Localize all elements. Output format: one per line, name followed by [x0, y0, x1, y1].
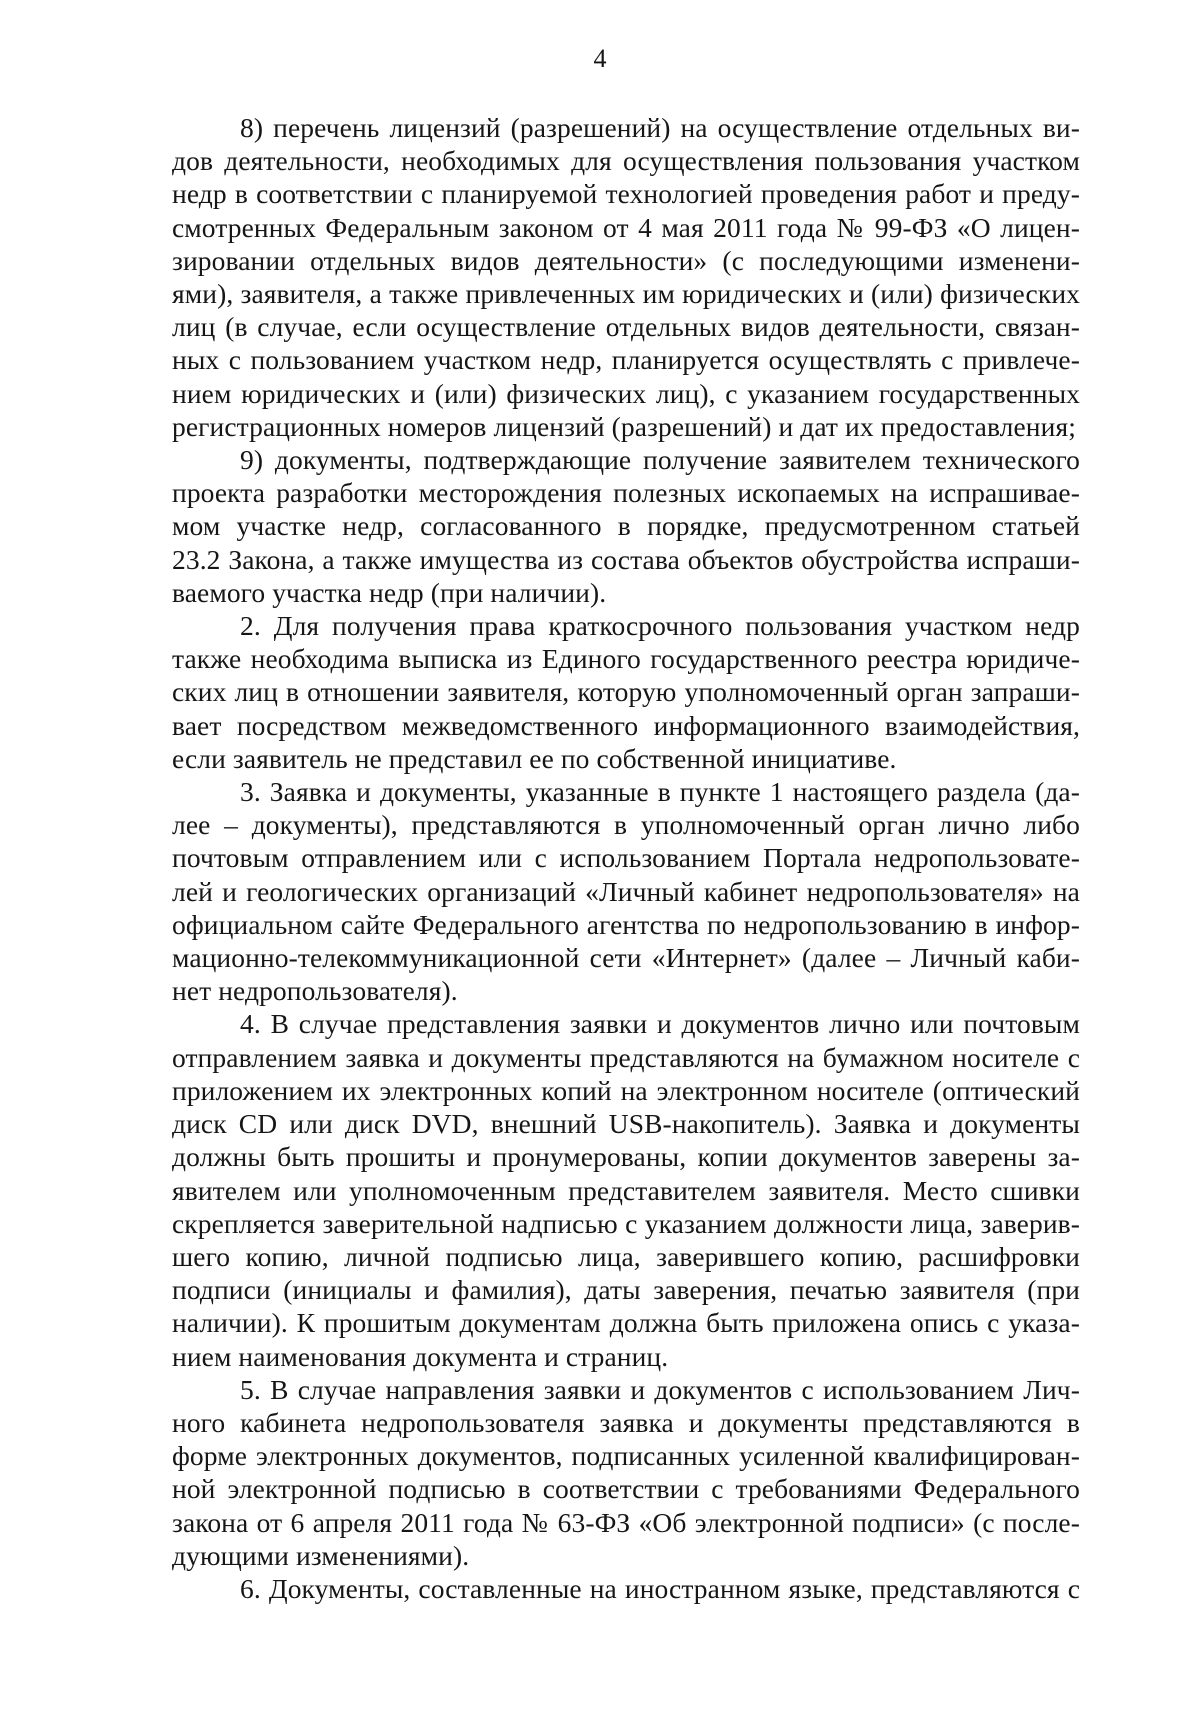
paragraph-line: ваемого участка недр (при наличии).: [172, 576, 607, 608]
paragraph-line: 23.2 Закона, а также имущества из состава объектов обустройства испраши-: [172, 543, 1080, 575]
paragraph-line: смотренных Федеральным законом от 4 мая 2011 года № 99-ФЗ «О лицен-: [172, 211, 1080, 243]
paragraph-line: ного кабинета недропользователя заявка и документы представляются в: [172, 1406, 1080, 1438]
paragraph-line: 4. В случае представления заявки и документов лично или почтовым: [240, 1008, 1080, 1040]
paragraph-line: шего копию, личной подписью лица, заверившего копию, расшифровки: [172, 1240, 1080, 1272]
paragraph-line: проекта разработки месторождения полезных ископаемых на испрашивае-: [172, 477, 1080, 509]
paragraph-line: нием наименования документа и страниц.: [172, 1340, 669, 1372]
paragraph-line: наличии). К прошитым документам должна быть приложена опись с указа-: [172, 1307, 1080, 1339]
paragraph-line: ских лиц в отношении заявителя, которую уполномоченный орган запраши-: [172, 676, 1080, 708]
paragraph-line: дующими изменениями).: [172, 1539, 470, 1571]
paragraph-line: зировании отдельных видов деятельности» (с последующими изменени-: [172, 244, 1080, 276]
paragraph: [172, 609, 1080, 775]
paragraph: [172, 775, 1080, 1007]
paragraph-line: ями), заявителя, а также привлеченных им юридических и (или) физических: [172, 278, 1080, 310]
paragraph-line: 9) документы, подтверждающие получение заявителем технического: [240, 444, 1080, 476]
paragraph-line: вает посредством межведомственного информационного взаимодействия,: [172, 709, 1080, 741]
paragraph-line: 8) перечень лицензий (разрешений) на осуществление отдельных ви-: [240, 112, 1080, 143]
paragraph-line: недр в соответствии с планируемой технологией проведения работ и преду-: [172, 178, 1080, 210]
paragraph-line: явителем или уполномоченным представителем заявителя. Место сшивки: [172, 1174, 1080, 1206]
paragraph-line: мационно-телекоммуникационной сети «Интернет» (далее – Личный каби-: [172, 942, 1080, 974]
paragraph-line: 2. Для получения права краткосрочного пользования участком недр: [240, 610, 1080, 642]
document-body: [172, 111, 1080, 1605]
paragraph-line: 3. Заявка и документы, указанные в пункте 1 настоящего раздела (да-: [240, 776, 1080, 808]
paragraph: [172, 111, 1080, 443]
paragraph-line: ной электронной подписью в соответствии с требованиями Федерального: [172, 1473, 1080, 1505]
paragraph-line: скрепляется заверительной надписью с указанием должности лица, заверив-: [172, 1207, 1080, 1239]
paragraph-line: форме электронных документов, подписанных усиленной квалифицирован-: [172, 1440, 1080, 1472]
paragraph-line: мом участке недр, согласованного в порядке, предусмотренном статьей: [172, 510, 1080, 542]
paragraph-line: нием юридических и (или) физических лиц), с указанием государственных: [172, 377, 1080, 409]
paragraph-line: 5. В случае направления заявки и документов с использованием Лич-: [240, 1373, 1080, 1405]
paragraph-line: лее – документы), представляются в уполномоченный орган лично либо: [172, 809, 1080, 841]
paragraph: [172, 1373, 1080, 1572]
paragraph-line: нет недропользователя).: [172, 975, 458, 1007]
paragraph-line: 6. Документы, составленные на иностранном языке, представляются с: [240, 1572, 1080, 1604]
paragraph-line: лиц (в случае, если осуществление отдельных видов деятельности, связан-: [172, 311, 1080, 343]
paragraph-line: лей и геологических организаций «Личный кабинет недропользователя» на: [172, 875, 1080, 907]
paragraph-line: отправлением заявка и документы представляются на бумажном носителе с: [172, 1041, 1080, 1073]
paragraph-line: дов деятельности, необходимых для осуществления пользования участком: [172, 145, 1080, 177]
paragraph: [172, 1572, 1080, 1605]
paragraph-line: ных с пользованием участком недр, планируется осуществлять с привлече-: [172, 344, 1080, 376]
paragraph-line: почтовым отправлением или с использованием Портала недропользовате-: [172, 842, 1080, 874]
paragraph: [172, 1007, 1080, 1372]
page-number: 4: [593, 44, 607, 73]
paragraph-line: если заявитель не представил ее по собственной инициативе.: [172, 742, 897, 774]
paragraph: [172, 443, 1080, 609]
paragraph-line: официальном сайте Федерального агентства по недропользованию в инфор-: [172, 908, 1080, 940]
paragraph-line: также необходима выписка из Единого государственного реестра юридиче-: [172, 643, 1080, 675]
paragraph-line: подписи (инициалы и фамилия), даты заверения, печатью заявителя (при: [172, 1274, 1080, 1306]
paragraph-line: диск CD или диск DVD, внешний USB-накопитель). Заявка и документы: [172, 1108, 1080, 1140]
paragraph-line: регистрационных номеров лицензий (разрешений) и дат их предоставления;: [172, 410, 1076, 442]
paragraph-line: должны быть прошиты и пронумерованы, копии документов заверены за-: [172, 1141, 1080, 1173]
paragraph-line: закона от 6 апреля 2011 года № 63-ФЗ «Об электронной подписи» (с после-: [172, 1506, 1080, 1538]
paragraph-line: приложением их электронных копий на электронном носителе (оптический: [172, 1074, 1080, 1106]
